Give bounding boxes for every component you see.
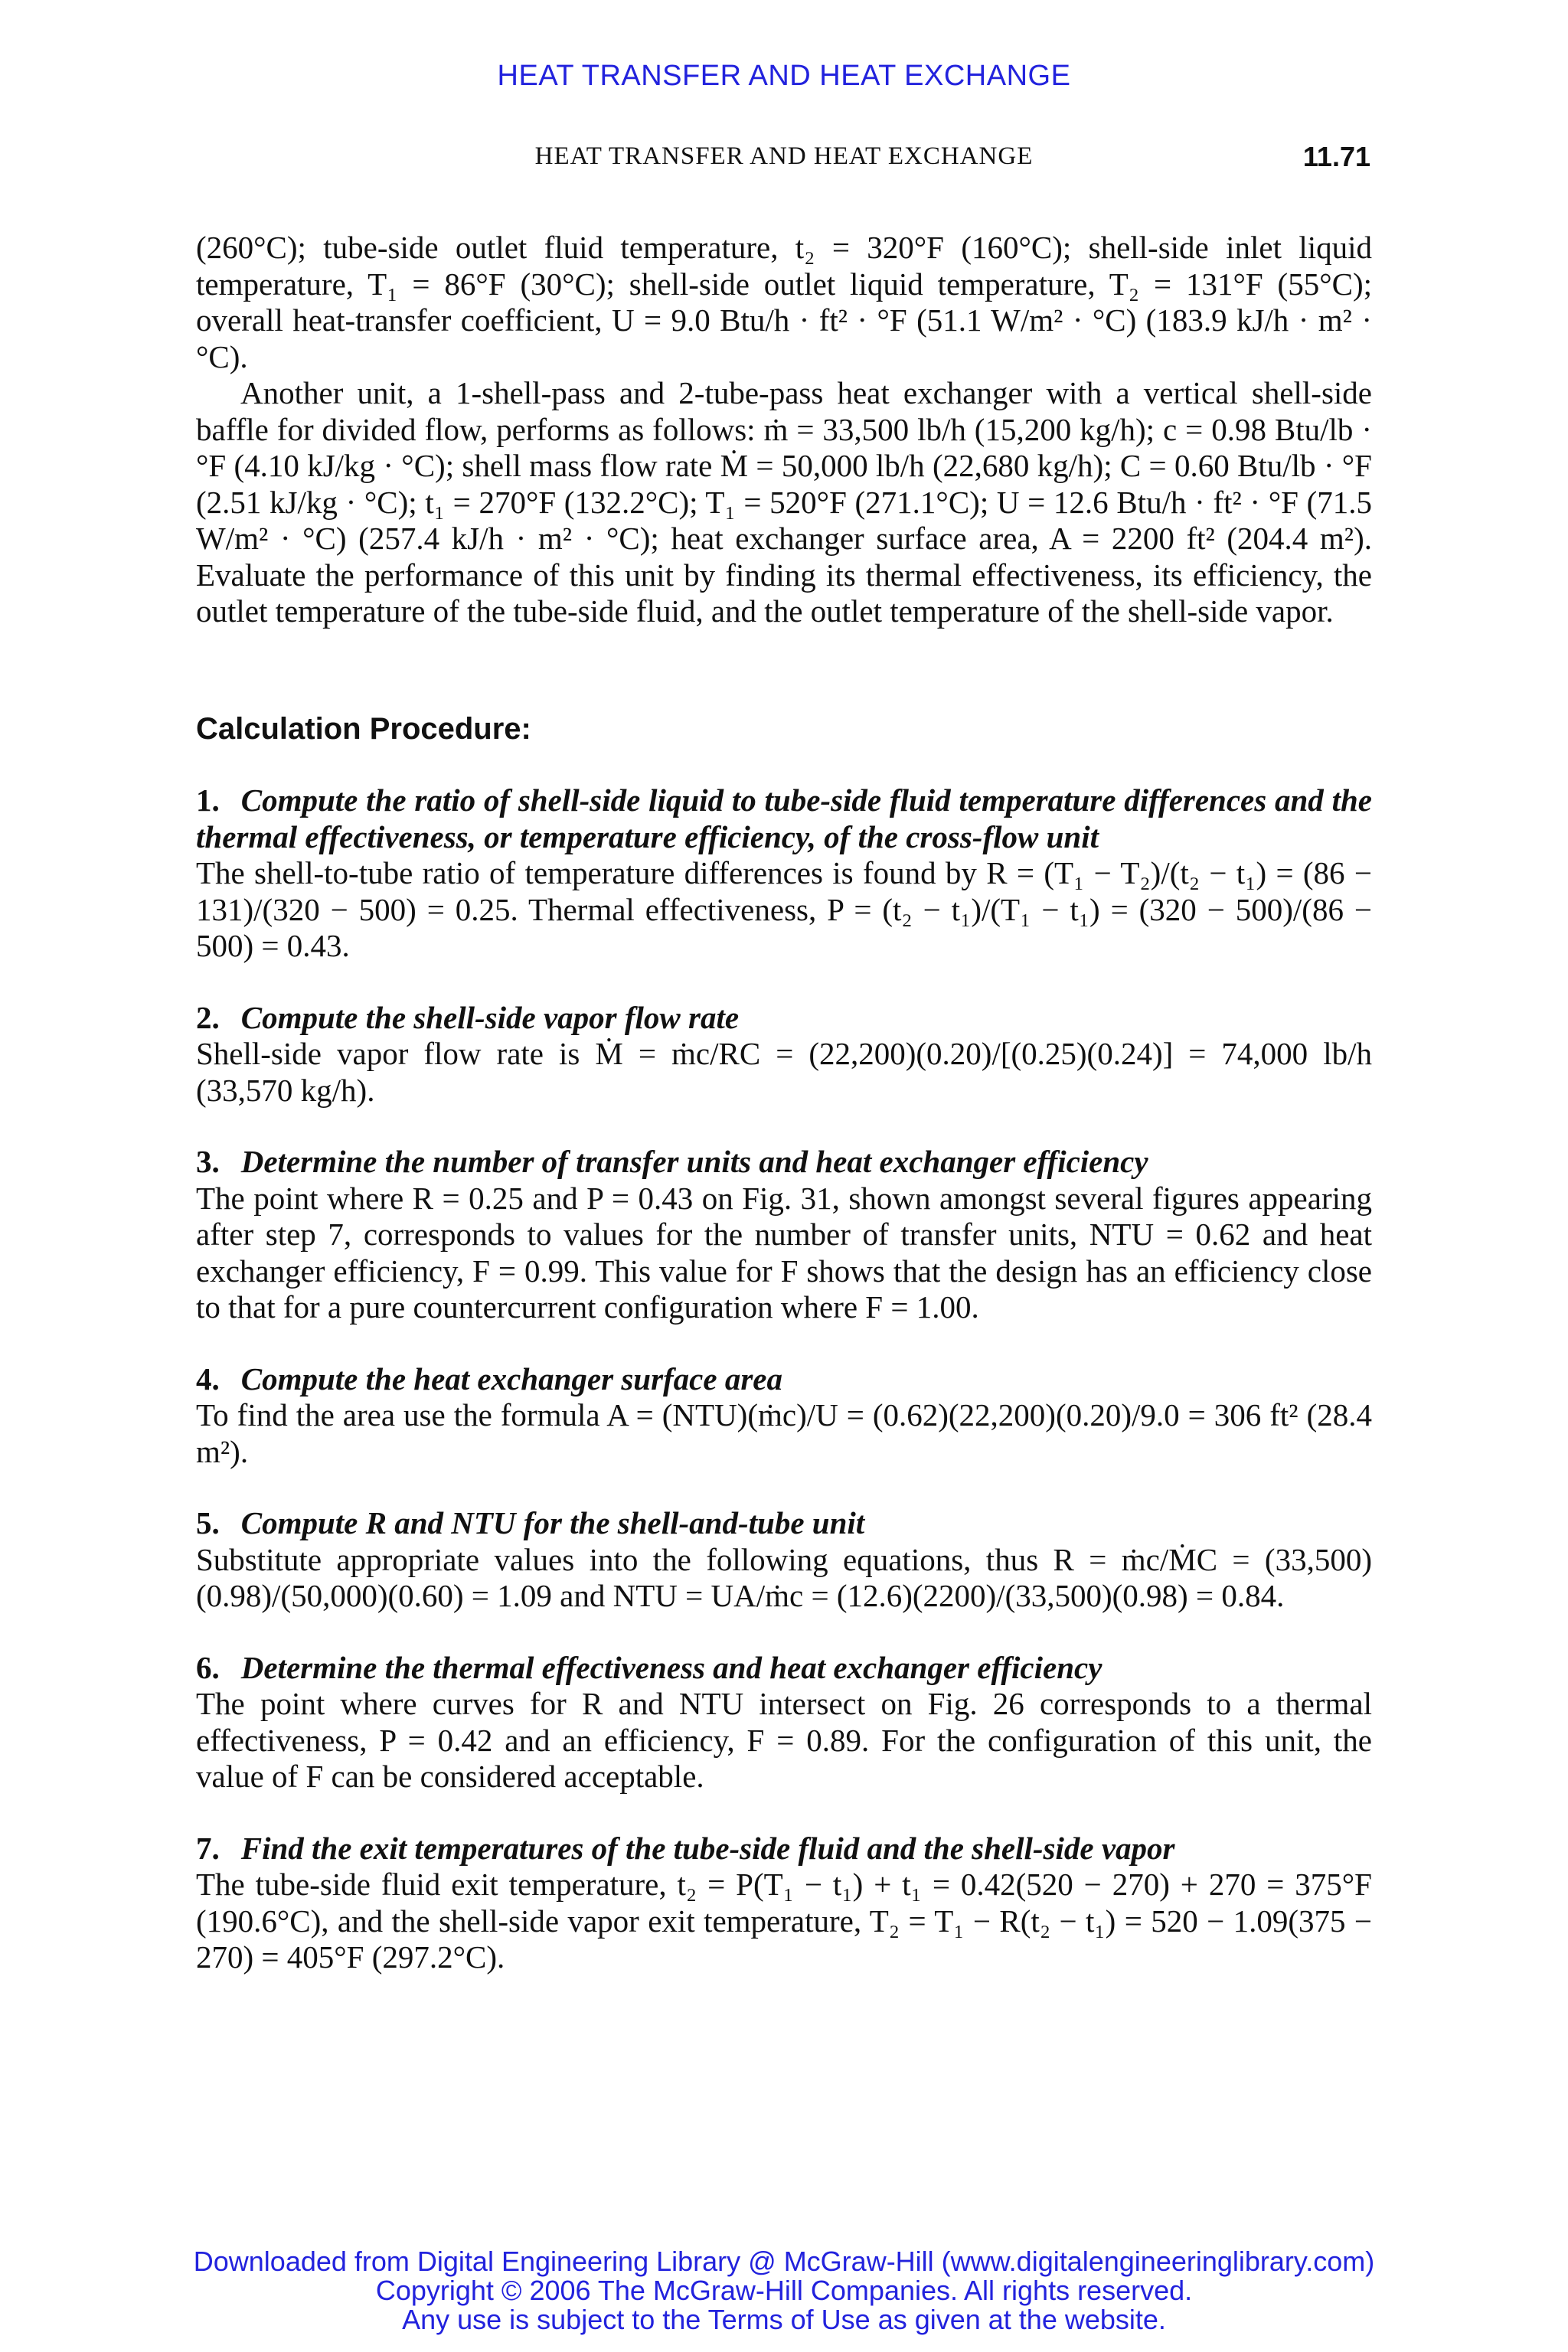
step-title	[196, 1505, 1372, 1542]
step-number: 7.	[196, 1830, 220, 1866]
step-body: Shell-side vapor flow rate is Ṁ = ṁc/RC = (22,200)(0.20)/[(0.25)(0.24)] = 74,000 lb/h (33,570 kg/h).	[196, 1036, 1372, 1108]
page-body	[196, 230, 1372, 1976]
step-title-text: Compute the heat exchanger surface area	[240, 1361, 782, 1396]
step-number: 2.	[196, 999, 220, 1035]
running-head: HEAT TRANSFER AND HEAT EXCHANGE	[534, 142, 1034, 170]
step-body: The point where R = 0.25 and P = 0.43 on Fig. 31, shown amongst several figures appearing after step 7, corresponds to values for the number of transfer units, NTU = 0.62 and heat exchanger efficiency, F = 0.99. This value for F shows that the design has an efficiency close to that for a pure countercurrent configuration where F = 1.00.	[196, 1180, 1372, 1325]
step-title-text: Determine the thermal effectiveness and heat exchanger efficiency	[240, 1649, 1102, 1685]
step-4	[196, 1361, 1372, 1471]
step-3	[196, 1144, 1372, 1326]
footer-terms-link[interactable]: Any use is subject to the Terms of Use as given at the website.	[402, 2304, 1166, 2335]
step-body: The tube-side fluid exit temperature, t₂ = P(T₁ − t₁) + t₁ = 0.42(520 − 270) + 270 = 375°F (190.6°C), and the shell-side vapor exit temperature, T₂ = T₁ − R(t₂ − t₁) = 520 − 1.09(375 − 270) = 405°F (297.2°C).	[196, 1867, 1372, 1975]
step-2	[196, 1000, 1372, 1109]
step-body: To find the area use the formula A = (NTU)(ṁc)/U = (0.62)(22,200)(0.20)/9.0 = 306 ft² (28.4 m²).	[196, 1397, 1372, 1469]
step-number: 1.	[196, 782, 220, 818]
step-number: 6.	[196, 1649, 220, 1685]
page-number: 11.71	[1302, 141, 1370, 172]
step-body: Substitute appropriate values into the following equations, thus R = ṁc/ṀC = (33,500)(0.98)/(50,000)(0.60) = 1.09 and NTU = UA/ṁc = (12.6)(2200)/(33,500)(0.98) = 0.84.	[196, 1541, 1372, 1613]
step-7	[196, 1831, 1372, 1976]
step-body: The point where curves for R and NTU intersect on Fig. 26 corresponds to a thermal effectiveness, P = 0.42 and an efficiency, F = 0.89. For the configuration of this unit, the value of F can be considered acceptable.	[196, 1686, 1372, 1794]
problem-statement-paragraph: Another unit, a 1-shell-pass and 2-tube-pass heat exchanger with a vertical shell-side baffle for divided flow, performs as follows: ṁ = 33,500 lb/h (15,200 kg/h); c = 0.98 Btu/lb · °F (4.10 kJ/kg · °C); shell mass flow rate Ṁ = 50,000 lb/h (22,680 kg/h); C = 0.60 Btu/lb · °F (2.51 kJ/kg · °C); t₁ = 270°F (132.2°C); T₁ = 520°F (271.1°C); U = 12.6 Btu/h · ft² · °F (71.5 W/m² · °C) (257.4 kJ/h · m² · °C); heat exchanger surface area, A = 2200 ft² (204.4 m²). Evaluate the performance of this unit by finding its thermal effectiveness, its efficiency, the outlet temperature of the tube-side fluid, and the outlet temperature of the shell-side vapor.	[196, 375, 1372, 629]
top-banner-title[interactable]: HEAT TRANSFER AND HEAT EXCHANGE	[497, 60, 1071, 92]
step-title-text: Compute the shell-side vapor flow rate	[240, 999, 740, 1035]
footer-copyright-line: Copyright © 2006 The McGraw-Hill Companies. All rights reserved.	[375, 2275, 1193, 2306]
step-number: 5.	[196, 1505, 220, 1540]
step-5	[196, 1505, 1372, 1615]
step-title	[196, 1144, 1372, 1181]
step-number: 4.	[196, 1361, 220, 1396]
section-heading: Calculation Procedure:	[196, 711, 531, 746]
step-title-text: Compute the ratio of shell-side liquid to tube-side fluid temperature differences and the thermal effectiveness, or temperature efficiency, of the cross-flow unit	[196, 782, 1372, 854]
step-title	[196, 1000, 1372, 1037]
step-title-text: Find the exit temperatures of the tube-side fluid and the shell-side vapor	[240, 1830, 1175, 1866]
footer-download-link[interactable]: Downloaded from Digital Engineering Library @ McGraw-Hill (www.digitalengineeringlibrary.com)	[193, 2246, 1375, 2277]
footer-copyright	[0, 2247, 1568, 2334]
step-6	[196, 1650, 1372, 1795]
step-body: The shell-to-tube ratio of temperature differences is found by R = (T₁ − T₂)/(t₂ − t₁) = (86 − 131)/(320 − 500) = 0.25. Thermal effectiveness, P = (t₂ − t₁)/(T₁ − t₁) = (320 − 500)/(86 − 500) = 0.43.	[196, 855, 1372, 963]
step-1	[196, 782, 1372, 965]
step-title	[196, 1361, 1372, 1398]
step-title	[196, 782, 1372, 855]
step-number: 3.	[196, 1144, 220, 1179]
intro-paragraph: (260°C); tube-side outlet fluid temperature, t₂ = 320°F (160°C); shell-side inlet liquid temperature, T₁ = 86°F (30°C); shell-side outlet liquid temperature, T₂ = 131°F (55°C); overall heat-transfer coefficient, U = 9.0 Btu/h · ft² · °F (51.1 W/m² · °C) (183.9 kJ/h · m² · °C).	[196, 230, 1372, 374]
step-title	[196, 1831, 1372, 1867]
step-title	[196, 1650, 1372, 1687]
step-title-text: Compute R and NTU for the shell-and-tube unit	[240, 1505, 865, 1540]
step-title-text: Determine the number of transfer units and heat exchanger efficiency	[240, 1144, 1148, 1179]
